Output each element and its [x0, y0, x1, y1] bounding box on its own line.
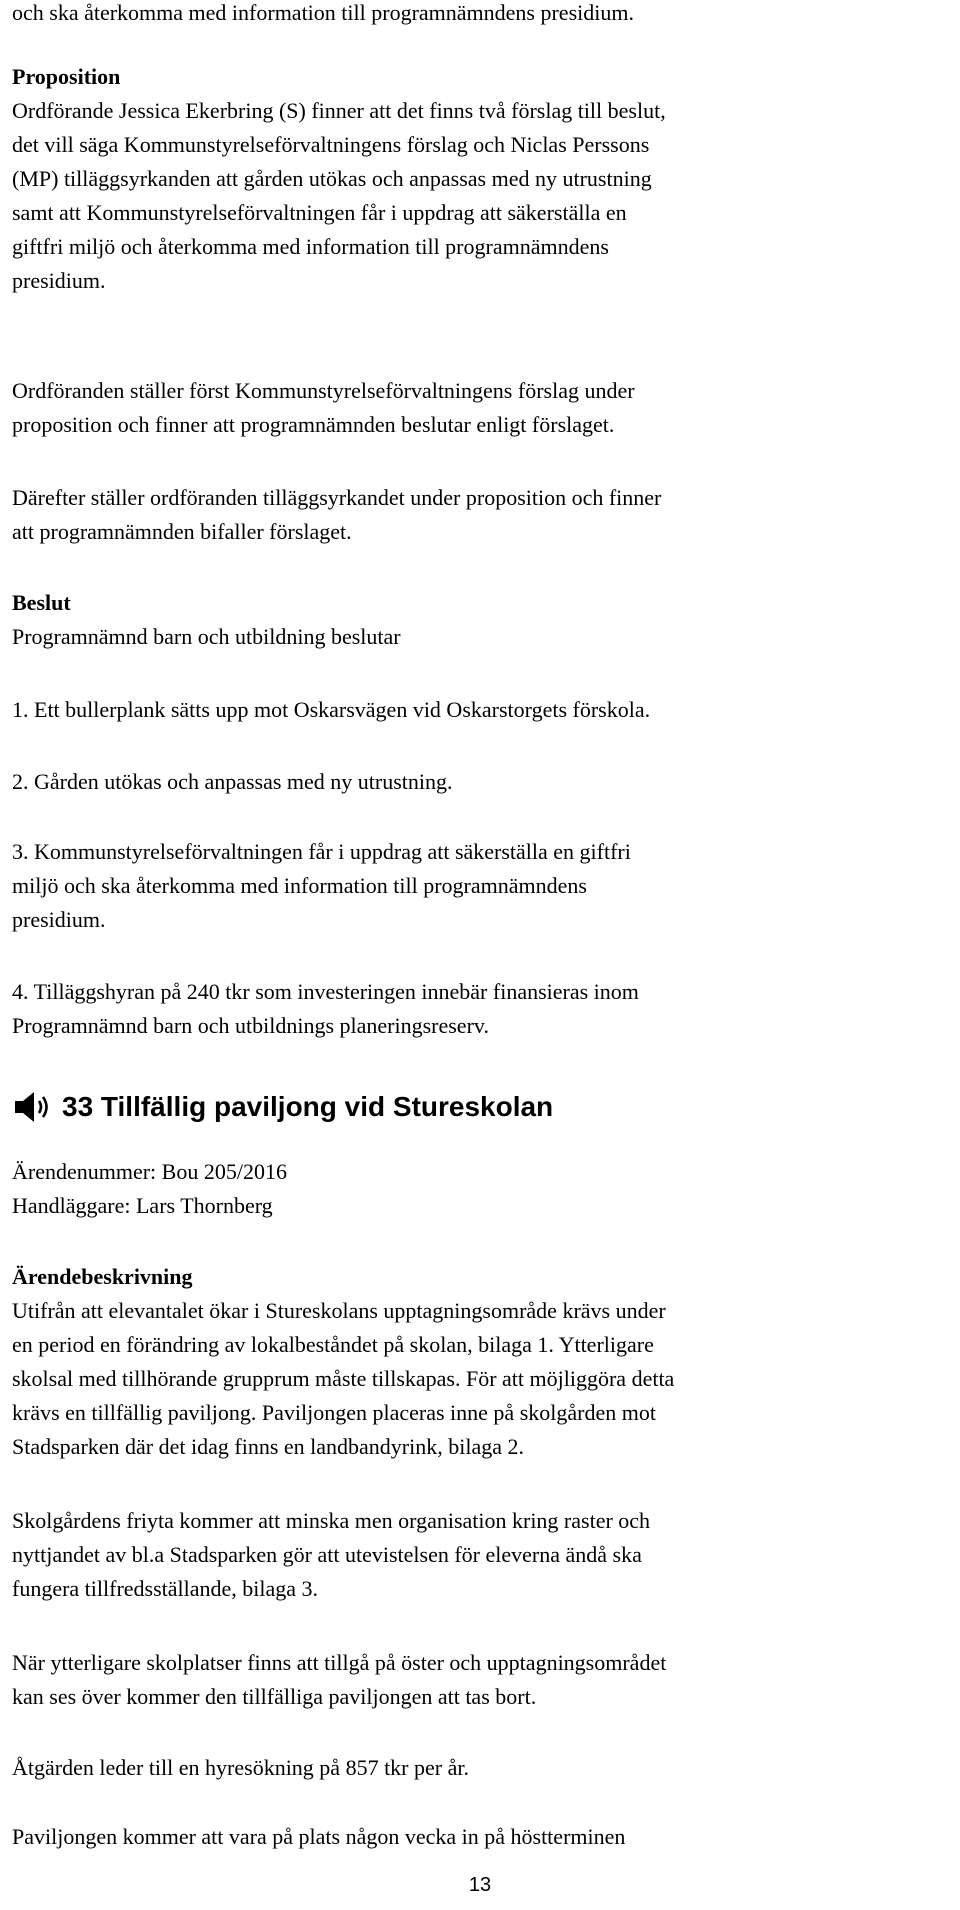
proposition-line: (MP) tilläggsyrkanden att gården utökas och anpassas med ny utrustning: [12, 166, 652, 191]
paragraph-paviljongen: Paviljongen kommer att vara på plats någon vecka in på höstterminen: [12, 1824, 626, 1849]
proposition-line: det vill säga Kommunstyrelseförvaltningens förslag och Niclas Perssons: [12, 132, 650, 157]
paragraph-skolgardens: Skolgårdens friyta kommer att minska men organisation kring raster och nyttjandet av bl.a Stadsparken gör att utevistelsen för eleverna ändå ska fungera tillfredsställande, bilaga 3.: [12, 1508, 651, 1601]
proposition-heading: Proposition: [12, 64, 121, 89]
case-officer: Handläggare: Lars Thornberg: [12, 1193, 273, 1218]
case-meta: [12, 1155, 942, 1223]
proposition-line: Ordförande Jessica Ekerbring (S) finner att det finns två förslag till beslut,: [12, 98, 666, 123]
decision-item-1: 1. Ett bullerplank sätts upp mot Oskarsvägen vid Oskarstorgets förskola.: [12, 697, 651, 722]
beslut-section: [12, 586, 942, 654]
paragraph-ordforanden: Ordföranden ställer först Kommunstyrelseförvaltningens förslag under proposition och finner att programnämnden beslutar enligt förslaget.: [12, 378, 635, 437]
section-title: 33 Tillfällig paviljong vid Stureskolan: [62, 1091, 554, 1122]
top-fragment: och ska återkomma med information till programnämndens presidium.: [12, 0, 634, 25]
paragraph-atgarden: Åtgärden leder till en hyresökning på 857 tkr per år.: [12, 1755, 469, 1780]
proposition-line: samt att Kommunstyrelseförvaltningen får i uppdrag att säkerställa en: [12, 200, 627, 225]
proposition-line: giftfri miljö och återkomma med information till programnämndens: [12, 234, 609, 259]
page-number: 13: [468, 1874, 492, 1896]
paragraph-nar: När ytterligare skolplatser finns att tillgå på öster och upptagningsområdet kan ses över kommer den tillfälliga paviljongen att tas bort.: [12, 1650, 667, 1709]
beslut-heading: Beslut: [12, 590, 71, 615]
proposition-section: [12, 60, 942, 298]
paragraph-darefter: Därefter ställer ordföranden tilläggsyrkandet under proposition och finner att programnämnden bifaller förslaget.: [12, 485, 662, 544]
arendebeskrivning-section: Ärendebeskrivning Utifrån att elevantalet ökar i Stureskolans upptagningsområde krävs under en period en förändring av lokalbeståndet på skolan, bilaga 1. Ytterligare skolsal med tillhörande grupprum måste tillskapas. För att möjliggöra detta krävs en tillfällig paviljong. Paviljongen placeras inne på skolgården mot Stadsparken där det idag finns en landbandyrink, bilaga 2.: [12, 1260, 942, 1464]
beslut-intro: Programnämnd barn och utbildning beslutar: [12, 624, 401, 649]
decision-item-4: 4. Tilläggshyran på 240 tkr som investeringen innebär finansieras inom Programnämnd barn och utbildnings planeringsreserv.: [12, 979, 639, 1038]
proposition-line: presidium.: [12, 268, 106, 293]
decision-item-3: 3. Kommunstyrelseförvaltningen får i uppdrag att säkerställa en giftfri miljö och ska återkomma med information till programnämndens presidium.: [12, 839, 631, 932]
section-heading: [12, 1082, 942, 1132]
decision-item-2: 2. Gården utökas och anpassas med ny utrustning.: [12, 769, 453, 794]
speaker-icon: [12, 1087, 54, 1127]
case-number: Ärendenummer: Bou 205/2016: [12, 1159, 287, 1184]
arendebeskrivning-heading: Ärendebeskrivning: [12, 1264, 193, 1289]
